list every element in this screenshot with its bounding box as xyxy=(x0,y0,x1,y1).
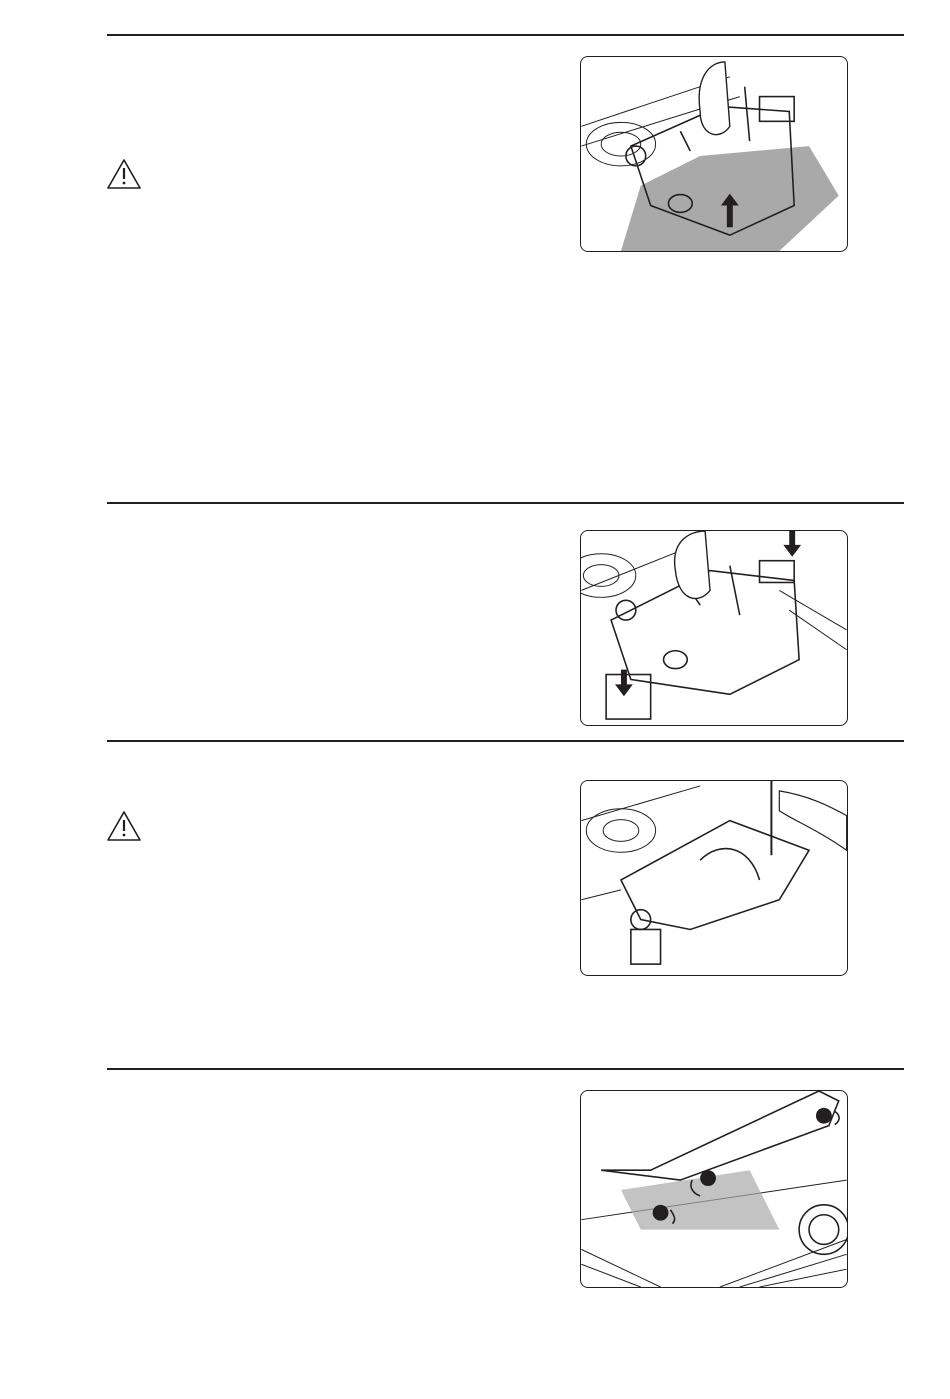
screw-tightening-figure xyxy=(580,780,848,976)
section-divider-1 xyxy=(107,34,904,36)
section-divider-4 xyxy=(107,1068,904,1070)
caution-icon xyxy=(106,158,142,195)
lamp-cover-closing-illustration xyxy=(581,1091,847,1287)
screw-tightening-illustration xyxy=(581,781,847,975)
lamp-removal-illustration xyxy=(581,57,847,251)
lamp-insertion-figure xyxy=(580,530,848,726)
caution-icon xyxy=(106,810,142,847)
lamp-cover-closing-figure xyxy=(580,1090,848,1288)
section-divider-3 xyxy=(107,740,904,742)
lamp-removal-figure xyxy=(580,56,848,252)
lamp-insertion-illustration xyxy=(581,531,847,725)
section-divider-2 xyxy=(107,502,904,504)
